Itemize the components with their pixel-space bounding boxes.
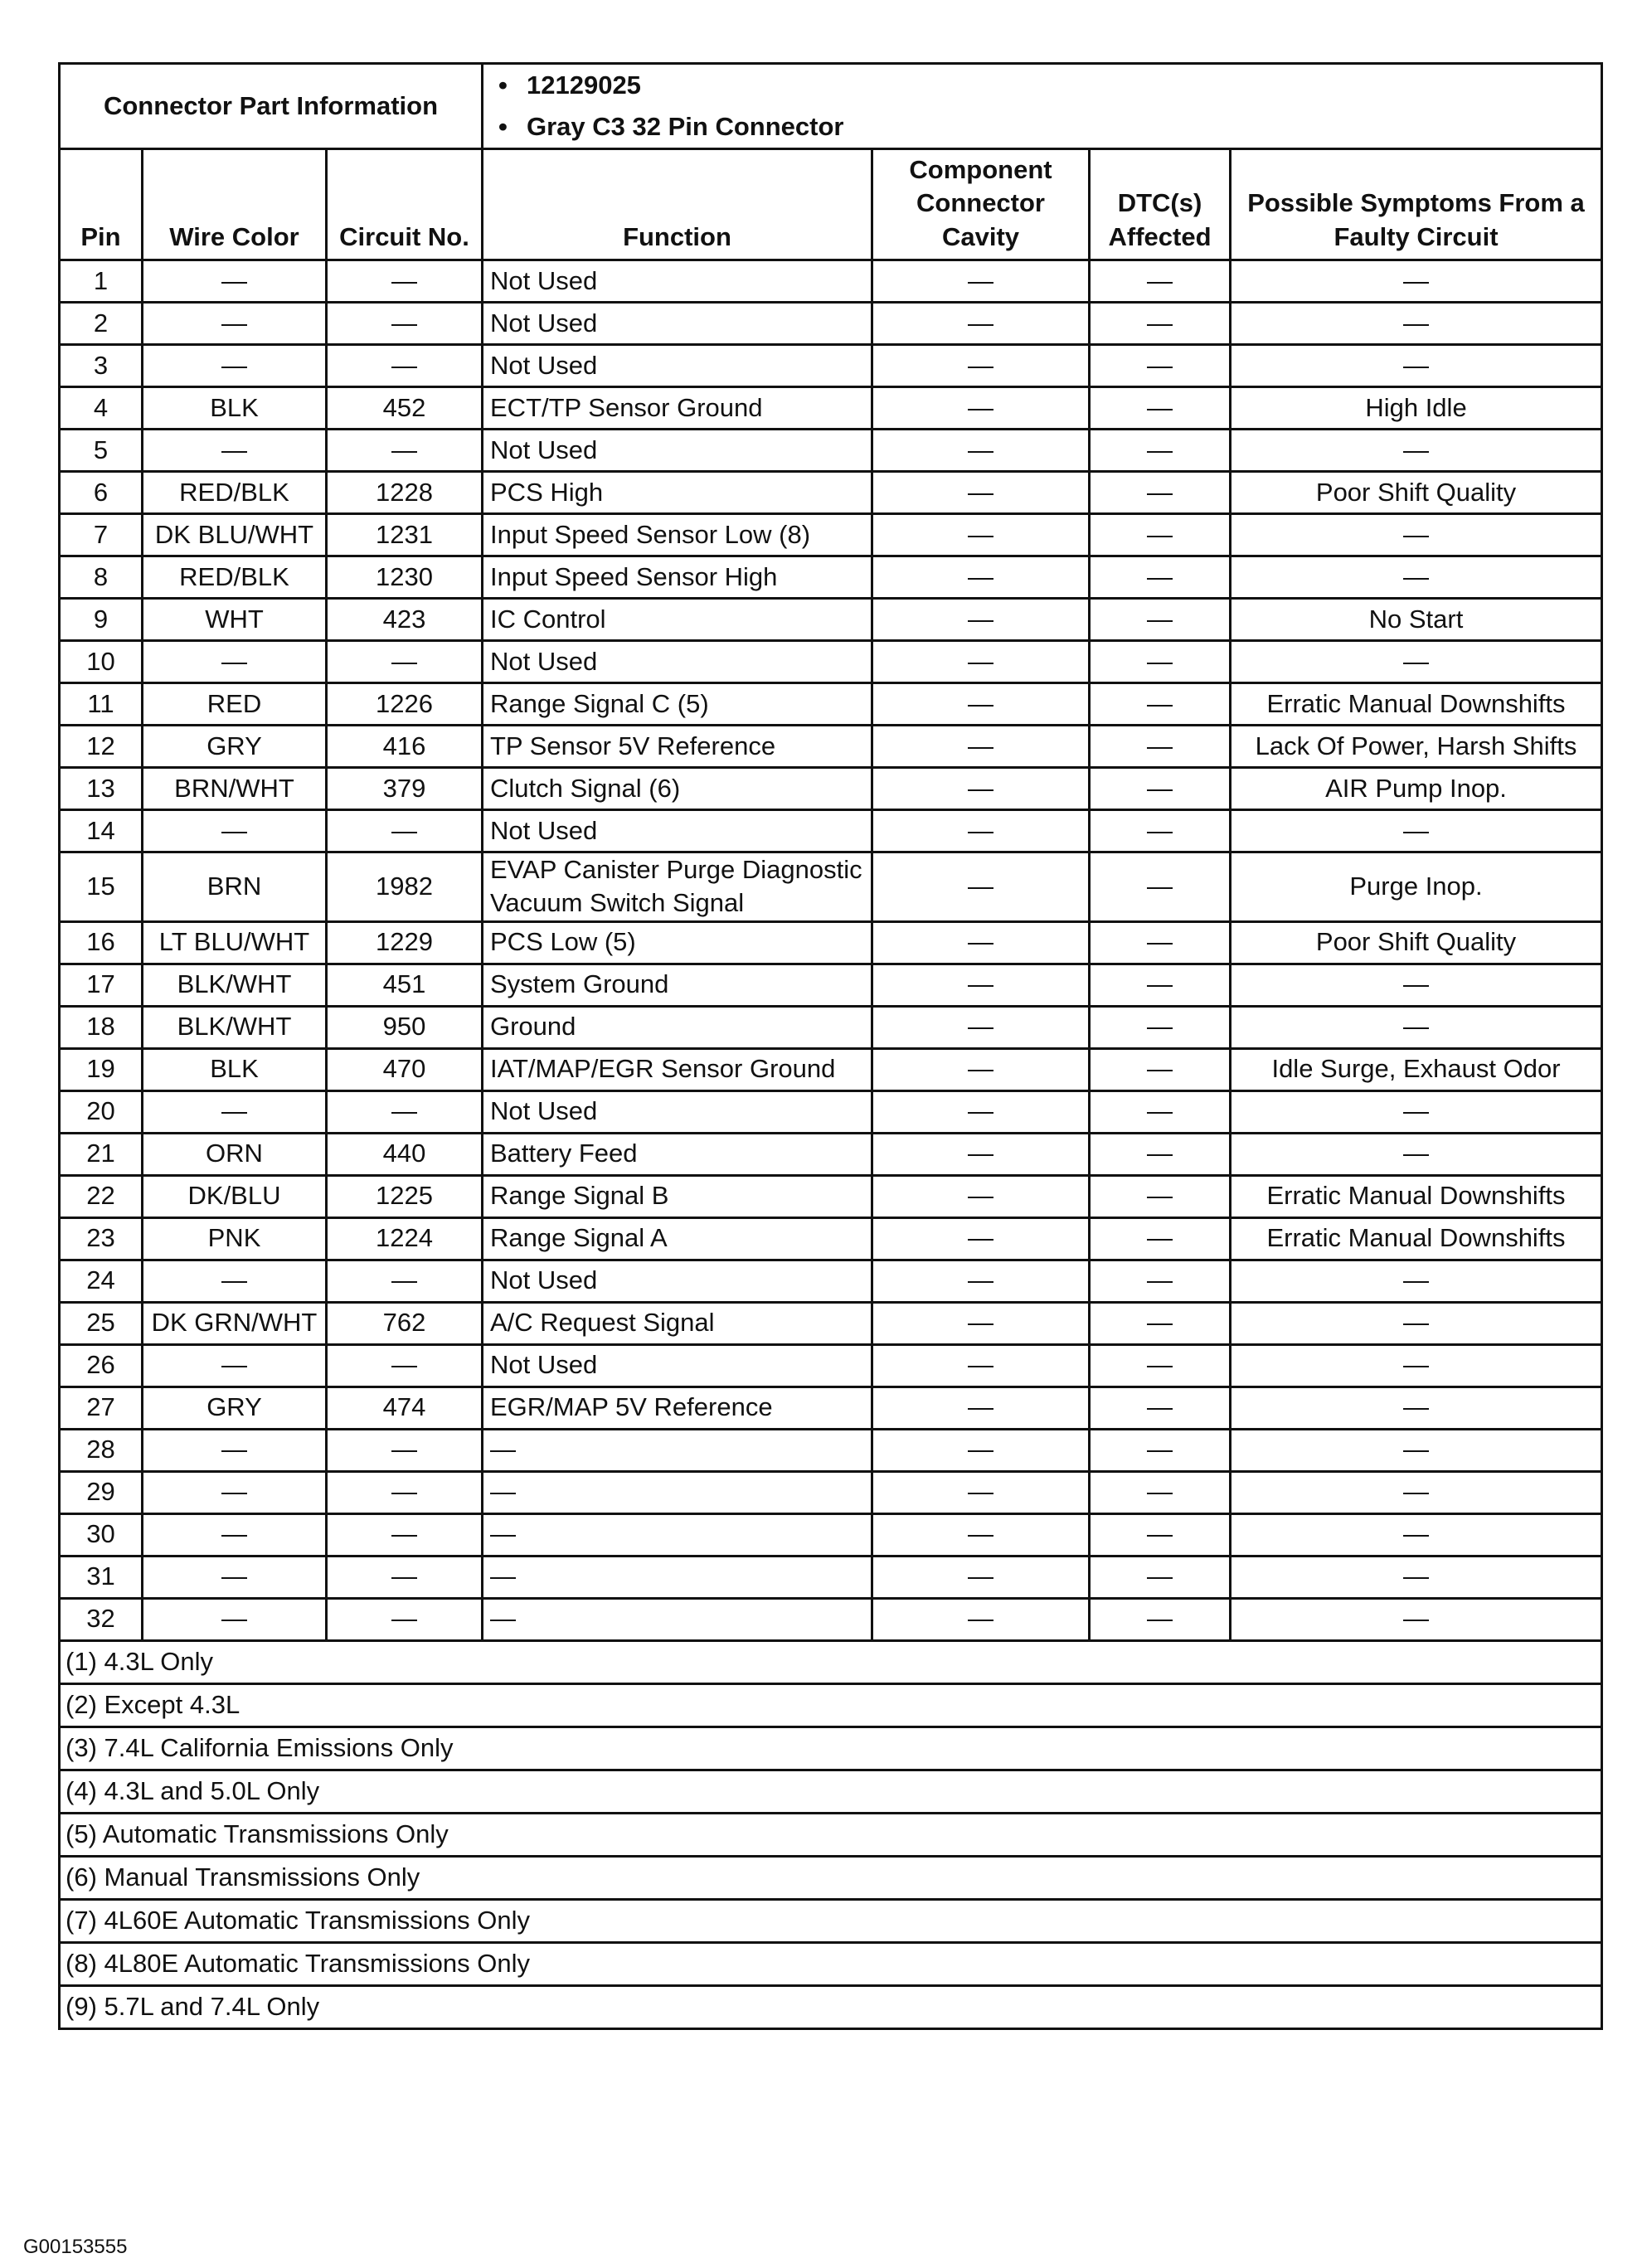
circuit-no-cell: 440 xyxy=(327,1133,483,1175)
table-row xyxy=(60,1344,1602,1387)
table-row xyxy=(60,1048,1602,1090)
footnote: (1) 4.3L Only xyxy=(60,1640,1602,1683)
table-row xyxy=(60,472,1602,514)
table-row xyxy=(60,1429,1602,1471)
function-cell: A/C Request Signal xyxy=(483,1302,872,1344)
function-cell: ECT/TP Sensor Ground xyxy=(483,387,872,430)
footnote: (3) 7.4L California Emissions Only xyxy=(60,1726,1602,1770)
footnote-row xyxy=(60,1770,1602,1813)
dtc-cell: — xyxy=(1090,1048,1231,1090)
wire-color-cell: PNK xyxy=(143,1217,327,1260)
wire-color-cell: — xyxy=(143,1429,327,1471)
pin-cell: 13 xyxy=(60,768,143,810)
footnote-row xyxy=(60,1856,1602,1899)
function-cell: Not Used xyxy=(483,430,872,472)
wire-color-cell: RED/BLK xyxy=(143,472,327,514)
symptoms-cell: — xyxy=(1231,1429,1602,1471)
pin-cell: 29 xyxy=(60,1471,143,1513)
footnotes xyxy=(60,1640,1602,2028)
wire-color-cell: GRY xyxy=(143,726,327,768)
wire-color-cell: GRY xyxy=(143,1387,327,1429)
footnote: (5) Automatic Transmissions Only xyxy=(60,1813,1602,1856)
dtc-cell: — xyxy=(1090,303,1231,345)
symptoms-cell: — xyxy=(1231,556,1602,599)
wire-color-cell: DK/BLU xyxy=(143,1175,327,1217)
col-wire-color: Wire Color xyxy=(143,149,327,260)
cavity-cell: — xyxy=(872,768,1090,810)
footnote: (2) Except 4.3L xyxy=(60,1683,1602,1726)
circuit-no-cell: — xyxy=(327,1471,483,1513)
dtc-cell: — xyxy=(1090,1556,1231,1598)
table-row xyxy=(60,556,1602,599)
circuit-no-cell: 1229 xyxy=(327,921,483,964)
symptoms-cell: Idle Surge, Exhaust Odor xyxy=(1231,1048,1602,1090)
wire-color-cell: BRN/WHT xyxy=(143,768,327,810)
function-cell: TP Sensor 5V Reference xyxy=(483,726,872,768)
footnote-row xyxy=(60,1942,1602,1985)
symptoms-cell: — xyxy=(1231,1090,1602,1133)
pin-cell: 11 xyxy=(60,683,143,726)
dtc-cell: — xyxy=(1090,472,1231,514)
wire-color-cell: — xyxy=(143,1556,327,1598)
function-cell: — xyxy=(483,1513,872,1556)
table-row xyxy=(60,345,1602,387)
table-row xyxy=(60,810,1602,852)
function-cell: — xyxy=(483,1471,872,1513)
dtc-cell: — xyxy=(1090,726,1231,768)
cavity-cell: — xyxy=(872,1387,1090,1429)
dtc-cell: — xyxy=(1090,1471,1231,1513)
pin-cell: 19 xyxy=(60,1048,143,1090)
col-dtc: DTC(s) Affected xyxy=(1090,149,1231,260)
circuit-no-cell: 1226 xyxy=(327,683,483,726)
symptoms-cell: — xyxy=(1231,260,1602,303)
cavity-cell: — xyxy=(872,387,1090,430)
wire-color-cell: BRN xyxy=(143,852,327,922)
table-row xyxy=(60,1175,1602,1217)
circuit-no-cell: 474 xyxy=(327,1387,483,1429)
circuit-no-cell: — xyxy=(327,1556,483,1598)
wire-color-cell: — xyxy=(143,1090,327,1133)
circuit-no-cell: 416 xyxy=(327,726,483,768)
symptoms-cell: Poor Shift Quality xyxy=(1231,472,1602,514)
col-circuit-no: Circuit No. xyxy=(327,149,483,260)
dtc-cell: — xyxy=(1090,852,1231,922)
pin-cell: 17 xyxy=(60,964,143,1006)
cavity-cell: — xyxy=(872,1006,1090,1048)
figure-code: G00153555 xyxy=(23,2236,128,2258)
symptoms-cell: — xyxy=(1231,1344,1602,1387)
function-cell: Input Speed Sensor High xyxy=(483,556,872,599)
connector-description: • Gray C3 32 Pin Connector xyxy=(527,106,1594,148)
circuit-no-cell: — xyxy=(327,1260,483,1302)
table-row xyxy=(60,599,1602,641)
wire-color-cell: — xyxy=(143,260,327,303)
symptoms-cell: AIR Pump Inop. xyxy=(1231,768,1602,810)
function-cell: Not Used xyxy=(483,260,872,303)
function-cell: Range Signal A xyxy=(483,1217,872,1260)
cavity-cell: — xyxy=(872,599,1090,641)
circuit-no-cell: — xyxy=(327,810,483,852)
function-cell: EGR/MAP 5V Reference xyxy=(483,1387,872,1429)
symptoms-cell: Erratic Manual Downshifts xyxy=(1231,1217,1602,1260)
pin-cell: 5 xyxy=(60,430,143,472)
circuit-no-cell: 1225 xyxy=(327,1175,483,1217)
circuit-no-cell: — xyxy=(327,1429,483,1471)
function-cell: Not Used xyxy=(483,641,872,683)
pin-cell: 23 xyxy=(60,1217,143,1260)
wire-color-cell: DK GRN/WHT xyxy=(143,1302,327,1344)
table-row xyxy=(60,921,1602,964)
pin-cell: 9 xyxy=(60,599,143,641)
col-cavity: Component Connector Cavity xyxy=(872,149,1090,260)
table-row xyxy=(60,1471,1602,1513)
symptoms-cell: — xyxy=(1231,303,1602,345)
dtc-cell: — xyxy=(1090,1302,1231,1344)
footnote-row xyxy=(60,1683,1602,1726)
wire-color-cell: — xyxy=(143,1471,327,1513)
circuit-no-cell: 950 xyxy=(327,1006,483,1048)
dtc-cell: — xyxy=(1090,599,1231,641)
footnote: (6) Manual Transmissions Only xyxy=(60,1856,1602,1899)
symptoms-cell: — xyxy=(1231,514,1602,556)
wire-color-cell: LT BLU/WHT xyxy=(143,921,327,964)
function-cell: IC Control xyxy=(483,599,872,641)
dtc-cell: — xyxy=(1090,345,1231,387)
circuit-no-cell: 452 xyxy=(327,387,483,430)
function-cell: Range Signal C (5) xyxy=(483,683,872,726)
symptoms-cell: — xyxy=(1231,1133,1602,1175)
wire-color-cell: — xyxy=(143,1513,327,1556)
footnote-row xyxy=(60,1899,1602,1942)
wire-color-cell: BLK/WHT xyxy=(143,964,327,1006)
circuit-no-cell: 1228 xyxy=(327,472,483,514)
function-cell: Ground xyxy=(483,1006,872,1048)
pin-cell: 24 xyxy=(60,1260,143,1302)
symptoms-cell: — xyxy=(1231,1598,1602,1640)
symptoms-cell: — xyxy=(1231,345,1602,387)
pin-cell: 2 xyxy=(60,303,143,345)
function-cell: — xyxy=(483,1598,872,1640)
table-row xyxy=(60,1006,1602,1048)
wire-color-cell: RED/BLK xyxy=(143,556,327,599)
wire-color-cell: WHT xyxy=(143,599,327,641)
cavity-cell: — xyxy=(872,514,1090,556)
function-cell: — xyxy=(483,1429,872,1471)
symptoms-cell: — xyxy=(1231,430,1602,472)
circuit-no-cell: 423 xyxy=(327,599,483,641)
wire-color-cell: — xyxy=(143,641,327,683)
dtc-cell: — xyxy=(1090,1006,1231,1048)
dtc-cell: — xyxy=(1090,1387,1231,1429)
column-header-row xyxy=(60,149,1602,260)
function-cell: EVAP Canister Purge Diagnostic Vacuum Switch Signal xyxy=(483,852,872,922)
wire-color-cell: — xyxy=(143,1260,327,1302)
dtc-cell: — xyxy=(1090,1133,1231,1175)
symptoms-cell: — xyxy=(1231,964,1602,1006)
pin-cell: 4 xyxy=(60,387,143,430)
connector-info-list xyxy=(483,64,1602,149)
pin-cell: 8 xyxy=(60,556,143,599)
circuit-no-cell: — xyxy=(327,1513,483,1556)
wire-color-cell: BLK xyxy=(143,1048,327,1090)
pin-cell: 3 xyxy=(60,345,143,387)
cavity-cell: — xyxy=(872,260,1090,303)
dtc-cell: — xyxy=(1090,260,1231,303)
table-row xyxy=(60,726,1602,768)
wire-color-cell: — xyxy=(143,345,327,387)
cavity-cell: — xyxy=(872,1048,1090,1090)
wire-color-cell: DK BLU/WHT xyxy=(143,514,327,556)
circuit-no-cell: — xyxy=(327,345,483,387)
wire-color-cell: — xyxy=(143,303,327,345)
function-cell: IAT/MAP/EGR Sensor Ground xyxy=(483,1048,872,1090)
pin-cell: 14 xyxy=(60,810,143,852)
function-cell: System Ground xyxy=(483,964,872,1006)
dtc-cell: — xyxy=(1090,1260,1231,1302)
pin-cell: 32 xyxy=(60,1598,143,1640)
function-cell: PCS Low (5) xyxy=(483,921,872,964)
footnote: (7) 4L60E Automatic Transmissions Only xyxy=(60,1899,1602,1942)
function-cell: Not Used xyxy=(483,1344,872,1387)
connector-info-label: Connector Part Information xyxy=(60,64,483,149)
table-row xyxy=(60,260,1602,303)
function-cell: Not Used xyxy=(483,810,872,852)
cavity-cell: — xyxy=(872,641,1090,683)
dtc-cell: — xyxy=(1090,1513,1231,1556)
circuit-no-cell: — xyxy=(327,641,483,683)
symptoms-cell: — xyxy=(1231,1387,1602,1429)
circuit-no-cell: — xyxy=(327,1598,483,1640)
cavity-cell: — xyxy=(872,556,1090,599)
table-row xyxy=(60,1133,1602,1175)
wire-color-cell: — xyxy=(143,1598,327,1640)
footnote-row xyxy=(60,1640,1602,1683)
wire-color-cell: BLK/WHT xyxy=(143,1006,327,1048)
circuit-no-cell: 1224 xyxy=(327,1217,483,1260)
footnote: (9) 5.7L and 7.4L Only xyxy=(60,1985,1602,2028)
pin-cell: 25 xyxy=(60,1302,143,1344)
wire-color-cell: — xyxy=(143,430,327,472)
table-row xyxy=(60,1217,1602,1260)
cavity-cell: — xyxy=(872,683,1090,726)
wire-color-cell: ORN xyxy=(143,1133,327,1175)
wire-color-cell: BLK xyxy=(143,387,327,430)
dtc-cell: — xyxy=(1090,1090,1231,1133)
footnote: (8) 4L80E Automatic Transmissions Only xyxy=(60,1942,1602,1985)
cavity-cell: — xyxy=(872,1513,1090,1556)
cavity-cell: — xyxy=(872,1556,1090,1598)
symptoms-cell: — xyxy=(1231,1513,1602,1556)
circuit-no-cell: 1230 xyxy=(327,556,483,599)
cavity-cell: — xyxy=(872,345,1090,387)
circuit-no-cell: 1231 xyxy=(327,514,483,556)
part-number: • 12129025 xyxy=(527,65,1594,106)
table-row xyxy=(60,1260,1602,1302)
footnote-row xyxy=(60,1985,1602,2028)
symptoms-cell: Purge Inop. xyxy=(1231,852,1602,922)
pin-rows xyxy=(60,260,1602,1641)
dtc-cell: — xyxy=(1090,641,1231,683)
dtc-cell: — xyxy=(1090,1429,1231,1471)
table-row xyxy=(60,852,1602,922)
pin-cell: 30 xyxy=(60,1513,143,1556)
cavity-cell: — xyxy=(872,303,1090,345)
function-cell: Not Used xyxy=(483,345,872,387)
function-cell: Clutch Signal (6) xyxy=(483,768,872,810)
table-row xyxy=(60,1302,1602,1344)
table-row xyxy=(60,1513,1602,1556)
function-cell: Range Signal B xyxy=(483,1175,872,1217)
table-row xyxy=(60,683,1602,726)
dtc-cell: — xyxy=(1090,1598,1231,1640)
table-row xyxy=(60,1598,1602,1640)
table-row xyxy=(60,514,1602,556)
table-row xyxy=(60,1090,1602,1133)
pin-cell: 27 xyxy=(60,1387,143,1429)
wire-color-cell: RED xyxy=(143,683,327,726)
symptoms-cell: — xyxy=(1231,1302,1602,1344)
cavity-cell: — xyxy=(872,1344,1090,1387)
dtc-cell: — xyxy=(1090,556,1231,599)
dtc-cell: — xyxy=(1090,921,1231,964)
connector-pinout-sheet xyxy=(58,62,1601,2030)
table-row xyxy=(60,964,1602,1006)
cavity-cell: — xyxy=(872,964,1090,1006)
table-row xyxy=(60,1387,1602,1429)
circuit-no-cell: — xyxy=(327,303,483,345)
cavity-cell: — xyxy=(872,1175,1090,1217)
symptoms-cell: — xyxy=(1231,810,1602,852)
symptoms-cell: Erratic Manual Downshifts xyxy=(1231,1175,1602,1217)
cavity-cell: — xyxy=(872,726,1090,768)
dtc-cell: — xyxy=(1090,964,1231,1006)
cavity-cell: — xyxy=(872,1302,1090,1344)
cavity-cell: — xyxy=(872,921,1090,964)
wire-color-cell: — xyxy=(143,810,327,852)
function-cell: Not Used xyxy=(483,1260,872,1302)
dtc-cell: — xyxy=(1090,810,1231,852)
cavity-cell: — xyxy=(872,472,1090,514)
pin-cell: 18 xyxy=(60,1006,143,1048)
symptoms-cell: High Idle xyxy=(1231,387,1602,430)
table-row xyxy=(60,768,1602,810)
symptoms-cell: — xyxy=(1231,641,1602,683)
pin-cell: 28 xyxy=(60,1429,143,1471)
circuit-no-cell: — xyxy=(327,260,483,303)
circuit-no-cell: 762 xyxy=(327,1302,483,1344)
col-symptoms: Possible Symptoms From a Faulty Circuit xyxy=(1231,149,1602,260)
symptoms-cell: — xyxy=(1231,1006,1602,1048)
dtc-cell: — xyxy=(1090,683,1231,726)
dtc-cell: — xyxy=(1090,1344,1231,1387)
pin-cell: 20 xyxy=(60,1090,143,1133)
circuit-no-cell: — xyxy=(327,1090,483,1133)
pin-cell: 1 xyxy=(60,260,143,303)
circuit-no-cell: 1982 xyxy=(327,852,483,922)
cavity-cell: — xyxy=(872,1471,1090,1513)
connector-table xyxy=(58,62,1603,2030)
table-row xyxy=(60,641,1602,683)
footnote-row xyxy=(60,1726,1602,1770)
col-pin: Pin xyxy=(60,149,143,260)
symptoms-cell: — xyxy=(1231,1260,1602,1302)
cavity-cell: — xyxy=(872,1598,1090,1640)
pin-cell: 10 xyxy=(60,641,143,683)
pin-cell: 12 xyxy=(60,726,143,768)
cavity-cell: — xyxy=(872,810,1090,852)
table-row xyxy=(60,387,1602,430)
symptoms-cell: Lack Of Power, Harsh Shifts xyxy=(1231,726,1602,768)
pin-cell: 22 xyxy=(60,1175,143,1217)
pin-cell: 15 xyxy=(60,852,143,922)
function-cell: Battery Feed xyxy=(483,1133,872,1175)
function-cell: Input Speed Sensor Low (8) xyxy=(483,514,872,556)
footnote: (4) 4.3L and 5.0L Only xyxy=(60,1770,1602,1813)
circuit-no-cell: — xyxy=(327,1344,483,1387)
function-cell: Not Used xyxy=(483,303,872,345)
col-function: Function xyxy=(483,149,872,260)
circuit-no-cell: 451 xyxy=(327,964,483,1006)
cavity-cell: — xyxy=(872,1217,1090,1260)
cavity-cell: — xyxy=(872,1429,1090,1471)
dtc-cell: — xyxy=(1090,387,1231,430)
function-cell: Not Used xyxy=(483,1090,872,1133)
function-cell: — xyxy=(483,1556,872,1598)
cavity-cell: — xyxy=(872,1133,1090,1175)
pin-cell: 7 xyxy=(60,514,143,556)
cavity-cell: — xyxy=(872,1090,1090,1133)
table-row xyxy=(60,430,1602,472)
dtc-cell: — xyxy=(1090,514,1231,556)
pin-cell: 16 xyxy=(60,921,143,964)
table-row xyxy=(60,303,1602,345)
cavity-cell: — xyxy=(872,430,1090,472)
symptoms-cell: Erratic Manual Downshifts xyxy=(1231,683,1602,726)
pin-cell: 31 xyxy=(60,1556,143,1598)
circuit-no-cell: 379 xyxy=(327,768,483,810)
pin-cell: 26 xyxy=(60,1344,143,1387)
symptoms-cell: — xyxy=(1231,1556,1602,1598)
circuit-no-cell: — xyxy=(327,430,483,472)
table-row xyxy=(60,1556,1602,1598)
cavity-cell: — xyxy=(872,852,1090,922)
dtc-cell: — xyxy=(1090,430,1231,472)
pin-cell: 21 xyxy=(60,1133,143,1175)
symptoms-cell: — xyxy=(1231,1471,1602,1513)
cavity-cell: — xyxy=(872,1260,1090,1302)
wire-color-cell: — xyxy=(143,1344,327,1387)
dtc-cell: — xyxy=(1090,1175,1231,1217)
function-cell: PCS High xyxy=(483,472,872,514)
symptoms-cell: No Start xyxy=(1231,599,1602,641)
dtc-cell: — xyxy=(1090,768,1231,810)
connector-info-row xyxy=(60,64,1602,149)
pin-cell: 6 xyxy=(60,472,143,514)
symptoms-cell: Poor Shift Quality xyxy=(1231,921,1602,964)
dtc-cell: — xyxy=(1090,1217,1231,1260)
footnote-row xyxy=(60,1813,1602,1856)
circuit-no-cell: 470 xyxy=(327,1048,483,1090)
